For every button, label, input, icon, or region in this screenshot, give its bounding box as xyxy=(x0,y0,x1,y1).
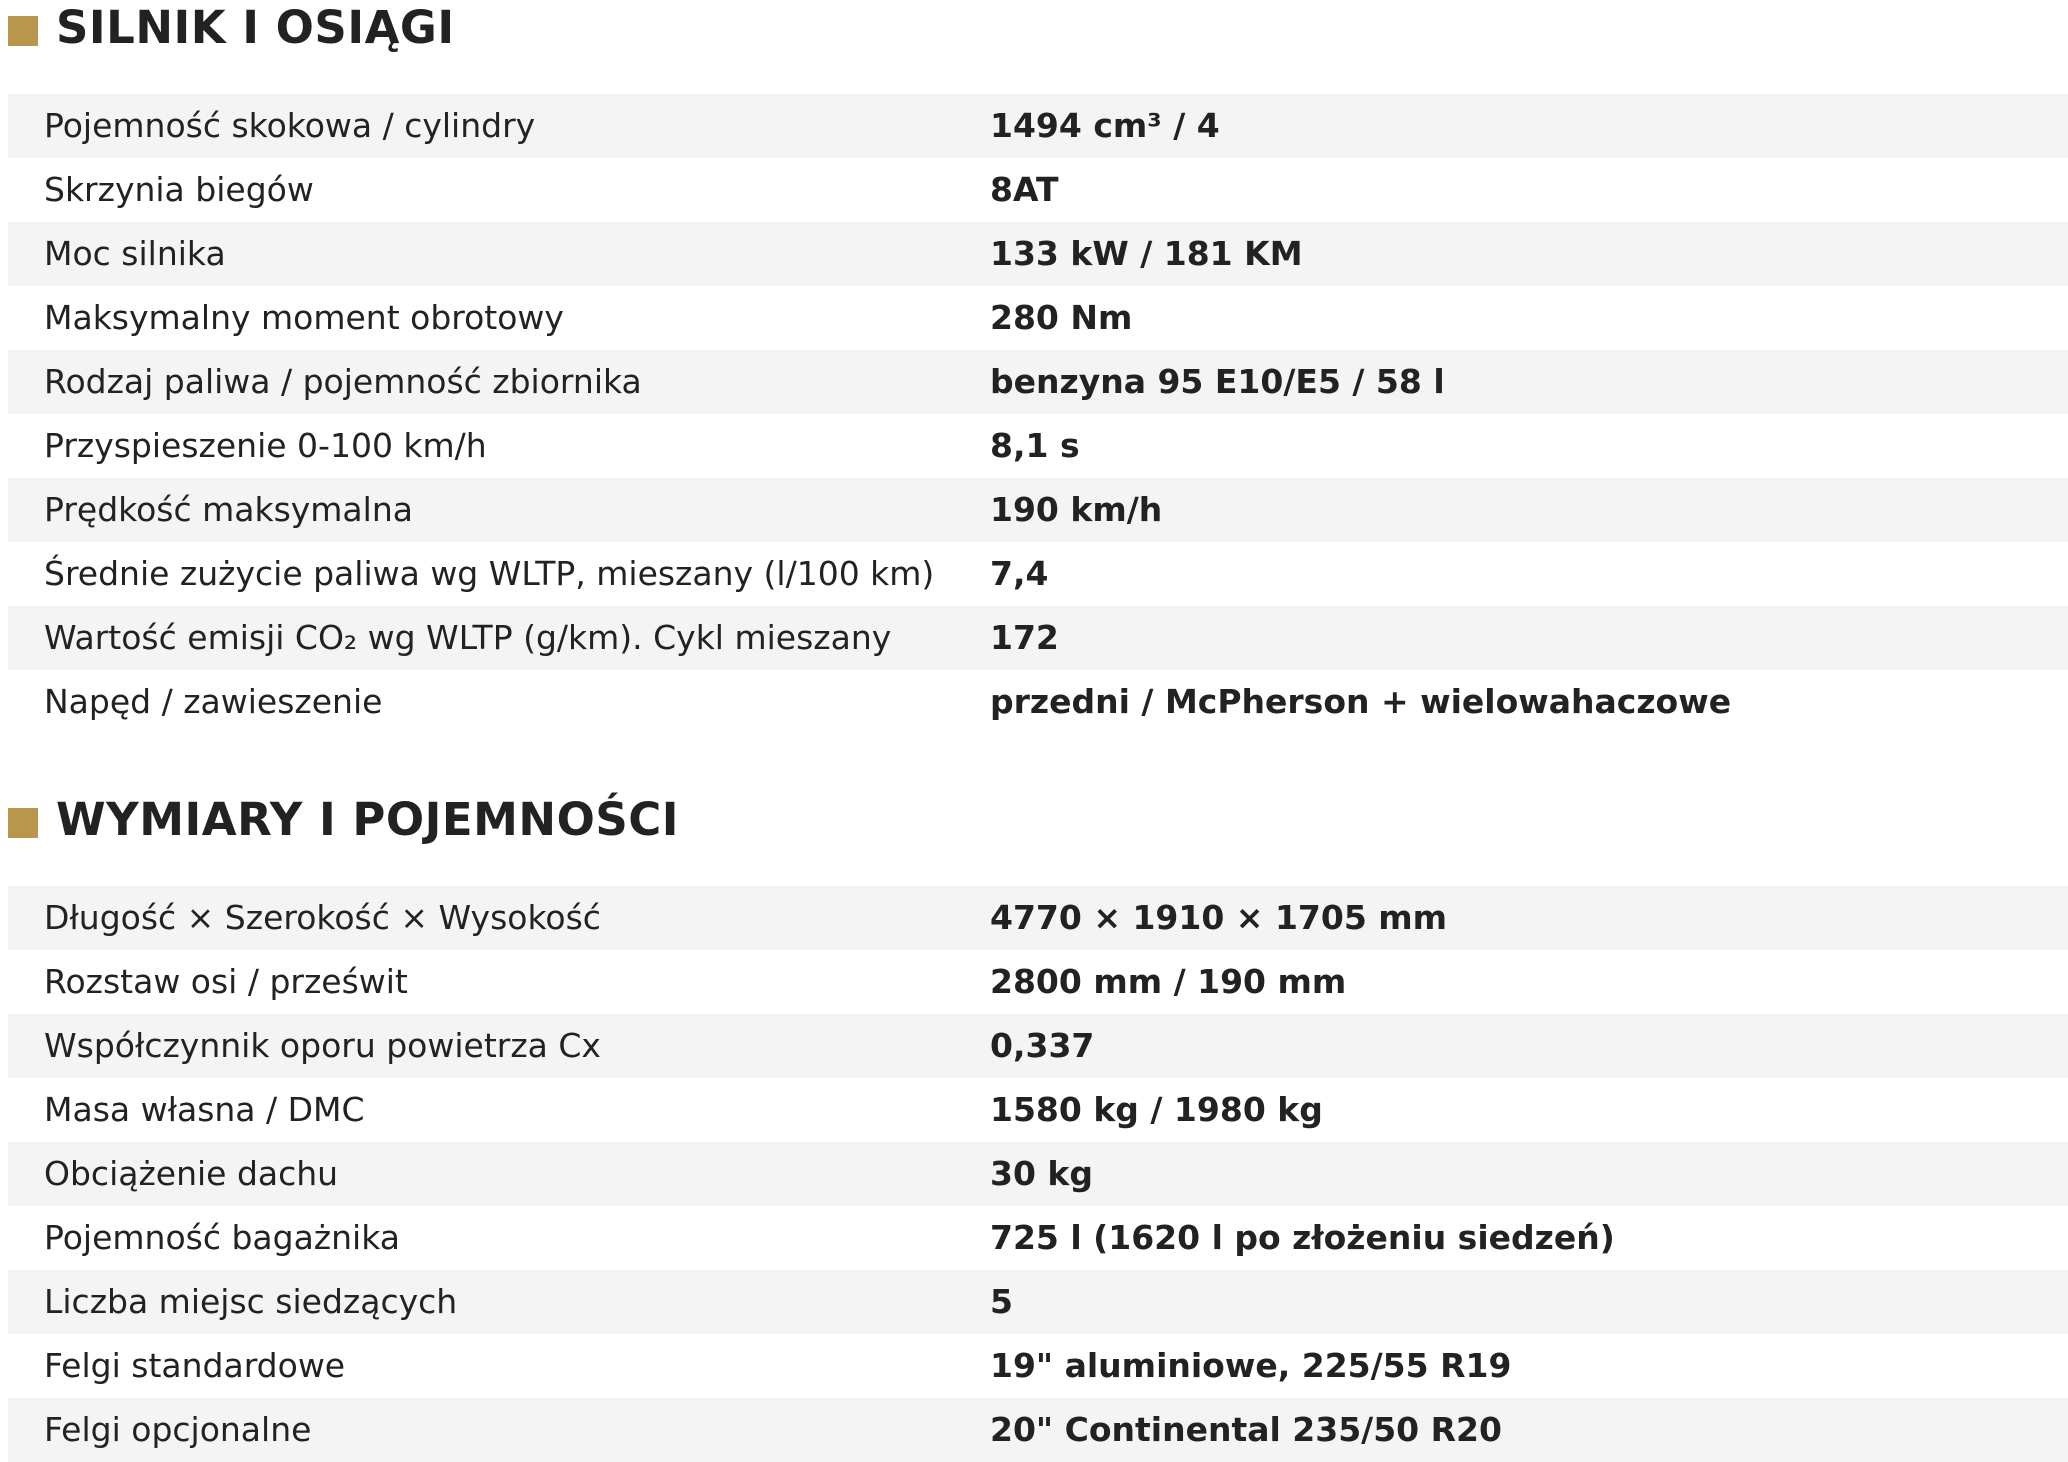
spec-value: 1494 cm³ / 4 xyxy=(990,106,1220,145)
spec-label: Prędkość maksymalna xyxy=(44,490,413,529)
section-engine-performance xyxy=(8,0,2068,721)
spec-label: Napęd / zawieszenie xyxy=(44,682,383,721)
table-row xyxy=(8,1014,2068,1078)
table-row xyxy=(8,1334,2068,1398)
spec-value: 725 l (1620 l po złożeniu siedzeń) xyxy=(990,1218,1615,1257)
spec-label: Długość × Szerokość × Wysokość xyxy=(44,898,601,937)
spec-value: 19" aluminiowe, 225/55 R19 xyxy=(990,1346,1512,1385)
section-dimensions-capacities xyxy=(8,792,2068,1449)
table-row xyxy=(8,1206,2068,1270)
spec-label: Felgi standardowe xyxy=(44,1346,346,1385)
table-row xyxy=(8,1142,2068,1206)
spec-value: przedni / McPherson + wielowahaczowe xyxy=(990,682,1732,721)
spec-table xyxy=(8,886,2068,1462)
table-row xyxy=(8,222,2068,286)
table-row xyxy=(8,158,2068,222)
table-row xyxy=(8,350,2068,414)
spec-value: 172 xyxy=(990,618,1059,657)
spec-value: 1580 kg / 1980 kg xyxy=(990,1090,1323,1129)
spec-label: Obciążenie dachu xyxy=(44,1154,339,1193)
spec-label: Masa własna / DMC xyxy=(44,1090,365,1129)
spec-label: Rodzaj paliwa / pojemność zbiornika xyxy=(44,362,642,401)
section-header xyxy=(8,0,2068,60)
spec-label: Współczynnik oporu powietrza Cx xyxy=(44,1026,601,1065)
spec-label: Pojemność bagażnika xyxy=(44,1218,400,1257)
spec-value: 0,337 xyxy=(990,1026,1095,1065)
spec-label: Skrzynia biegów xyxy=(44,170,314,209)
spec-value: 30 kg xyxy=(990,1154,1093,1193)
square-bullet-icon xyxy=(8,16,38,46)
table-row xyxy=(8,950,2068,1014)
section-title: SILNIK I OSIĄGI xyxy=(56,1,455,54)
spec-label: Felgi opcjonalne xyxy=(44,1410,312,1449)
spec-value: 8AT xyxy=(990,170,1059,209)
table-row xyxy=(8,414,2068,478)
spec-value: 2800 mm / 190 mm xyxy=(990,962,1347,1001)
table-row xyxy=(8,1270,2068,1334)
spec-value: 190 km/h xyxy=(990,490,1163,529)
spec-label: Moc silnika xyxy=(44,234,226,273)
spec-value: 4770 × 1910 × 1705 mm xyxy=(990,898,1448,937)
spec-label: Rozstaw osi / prześwit xyxy=(44,962,408,1001)
spec-value: 20" Continental 235/50 R20 xyxy=(990,1410,1502,1449)
section-title: WYMIARY I POJEMNOŚCI xyxy=(56,793,680,846)
spec-label: Wartość emisji CO₂ wg WLTP (g/km). Cykl mieszany xyxy=(44,618,892,657)
spec-value: 280 Nm xyxy=(990,298,1133,337)
section-header xyxy=(8,792,2068,852)
table-row xyxy=(8,886,2068,950)
table-row xyxy=(8,286,2068,350)
spec-label: Przyspieszenie 0-100 km/h xyxy=(44,426,487,465)
spec-label: Średnie zużycie paliwa wg WLTP, mieszany (l/100 km) xyxy=(44,554,935,593)
table-row xyxy=(8,1398,2068,1462)
spec-value: 5 xyxy=(990,1282,1013,1321)
table-row xyxy=(8,1078,2068,1142)
table-row xyxy=(8,606,2068,670)
table-row xyxy=(8,94,2068,158)
spec-value: benzyna 95 E10/E5 / 58 l xyxy=(990,362,1445,401)
spec-table xyxy=(8,94,2068,734)
spec-label: Liczba miejsc siedzących xyxy=(44,1282,458,1321)
spec-value: 133 kW / 181 KM xyxy=(990,234,1303,273)
square-bullet-icon xyxy=(8,808,38,838)
spec-value: 7,4 xyxy=(990,554,1049,593)
table-row xyxy=(8,542,2068,606)
table-row xyxy=(8,478,2068,542)
spec-label: Pojemność skokowa / cylindry xyxy=(44,106,536,145)
spec-label: Maksymalny moment obrotowy xyxy=(44,298,564,337)
spec-value: 8,1 s xyxy=(990,426,1080,465)
table-row xyxy=(8,670,2068,734)
